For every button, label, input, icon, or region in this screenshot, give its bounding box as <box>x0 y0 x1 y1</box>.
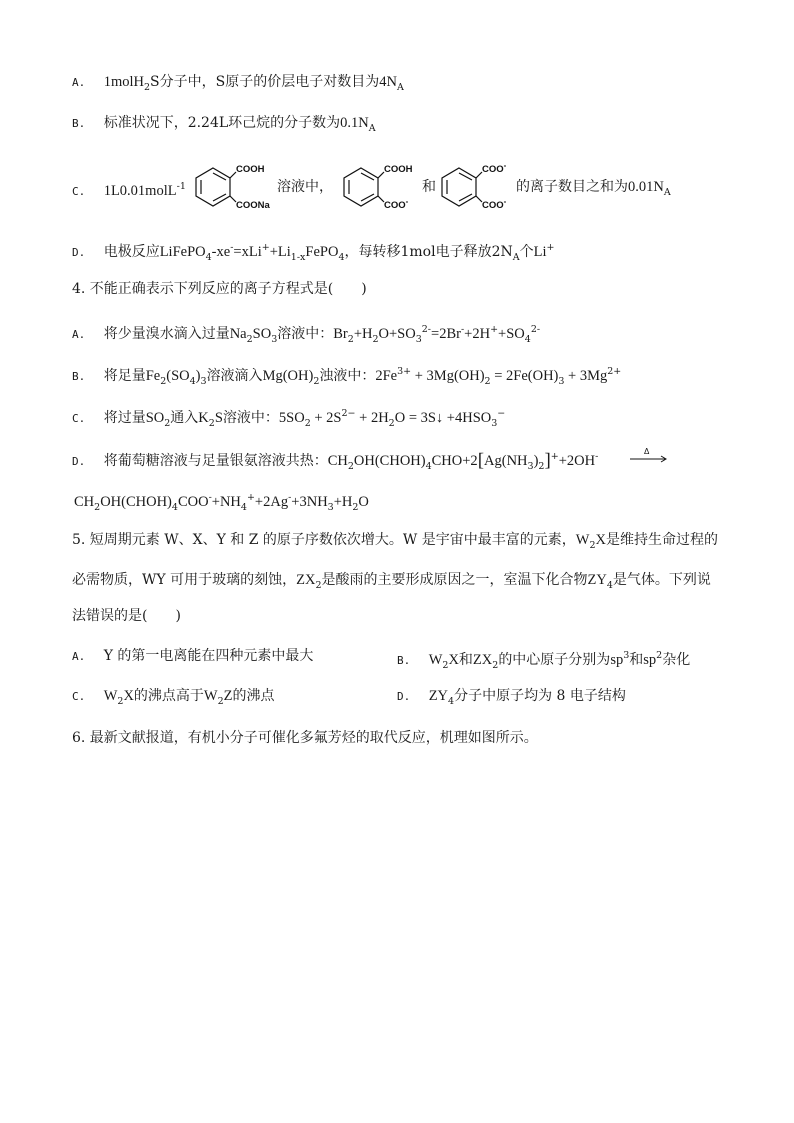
subscript: 3 <box>327 502 334 513</box>
charge: - <box>503 161 507 170</box>
superscript: + <box>261 242 270 253</box>
text: 溶液中： <box>277 326 334 342</box>
subscript: 2 <box>315 580 322 591</box>
formula: +H <box>353 326 373 342</box>
formula: CH <box>327 453 348 469</box>
option-label: A. <box>72 328 86 341</box>
subscript: 4 <box>240 502 247 513</box>
text: 和 <box>422 179 436 195</box>
formula: Fe <box>145 368 161 384</box>
q5-option-a <box>72 646 313 667</box>
substituent-bottom <box>384 197 409 211</box>
option-label: D. <box>72 455 86 468</box>
superscript: 2− <box>341 408 356 419</box>
substituent-bottom: COONa <box>236 200 270 211</box>
formula: + 3Mg(OH) <box>411 368 485 384</box>
group: COO <box>482 164 504 175</box>
left-bracket: [ <box>477 450 485 471</box>
formula: +3NH <box>291 494 328 510</box>
q4-option-c <box>72 404 505 434</box>
formula: L <box>167 183 177 199</box>
option-label: C. <box>72 412 86 425</box>
formula: Li <box>533 244 547 260</box>
formula: Ag(NH <box>484 453 528 469</box>
formula: Z <box>223 688 233 704</box>
text: 是酸雨的主要形成原因之一，室温下化合物 <box>321 572 588 588</box>
subscript: 3 <box>558 376 565 387</box>
superscript: 3 <box>623 650 630 661</box>
formula: sp <box>610 652 624 668</box>
subscript: A <box>368 123 376 134</box>
formula: =xLi <box>233 244 262 260</box>
formula: K <box>198 410 209 426</box>
formula: +2Ag <box>254 494 289 510</box>
subscript: 2 <box>304 418 311 429</box>
formula: W <box>575 532 590 548</box>
substituent-top <box>482 161 507 175</box>
formula: 0.1N <box>340 115 369 131</box>
option-label: D. <box>397 690 411 703</box>
formula: CHO+2 <box>431 453 478 469</box>
subscript: 2 <box>313 376 320 387</box>
formula: SO <box>145 410 165 426</box>
subscript: 4 <box>524 334 531 345</box>
benzene-molecule-1 <box>190 160 278 212</box>
formula: + 2S <box>310 410 342 426</box>
text: 分子中原子均为 8 电子结构 <box>454 688 626 704</box>
option-label: A. <box>72 650 86 663</box>
formula: O+SO <box>378 326 416 342</box>
subscript: 4 <box>171 502 178 513</box>
group: COO <box>482 200 504 211</box>
subscript: 2 <box>246 334 253 345</box>
subscript: 2 <box>492 660 499 671</box>
subscript: 4 <box>425 461 432 472</box>
q4-option-a <box>72 320 540 350</box>
subscript: 2 <box>442 660 449 671</box>
formula: +Li <box>269 244 291 260</box>
subscript: 2 <box>352 502 359 513</box>
q6-stem: 6. 最新文献报道，有机小分子可催化多氟芳烃的取代反应，机理如图所示。 <box>72 730 538 746</box>
text: 是维持生命过程的 <box>606 532 718 548</box>
text: 电极反应 <box>103 244 160 260</box>
formula: ZX <box>472 652 493 668</box>
formula: SO <box>252 326 272 342</box>
subscript: 4 <box>205 252 212 263</box>
subscript: A <box>663 187 671 198</box>
text: 杂化 <box>662 652 691 668</box>
formula: S <box>214 410 223 426</box>
subscript: 3 <box>491 418 498 429</box>
subscript: 2 <box>589 540 596 551</box>
subscript: 2 <box>117 696 124 707</box>
superscript: − <box>497 408 506 419</box>
q5-option-b <box>397 646 690 676</box>
text: 将过量 <box>103 410 146 426</box>
superscript: 2- <box>530 324 541 335</box>
formula: O <box>358 494 369 510</box>
option-label: A. <box>72 76 86 89</box>
text: 溶液中， <box>277 179 333 195</box>
formula: COO <box>177 494 209 510</box>
subscript: 1-x <box>290 252 306 263</box>
text: 溶液滴入 <box>206 368 263 384</box>
group: COO <box>384 200 406 211</box>
text: 必需物质，WY 可用于玻璃的刻蚀， <box>72 572 297 588</box>
q3-option-c-end <box>516 177 671 203</box>
superscript: - <box>460 324 465 335</box>
formula: 4N <box>379 74 397 90</box>
formula: 1molH <box>103 74 144 90</box>
formula: X <box>595 532 606 548</box>
subscript: 4 <box>189 376 196 387</box>
text: 和 <box>458 652 473 668</box>
formula: Mg(OH) <box>262 368 314 384</box>
formula: OH(CHOH) <box>100 494 172 510</box>
superscript: -1 <box>176 181 186 192</box>
formula: = 2Fe(OH) <box>490 368 559 384</box>
superscript: + <box>246 492 255 503</box>
superscript: 3+ <box>397 366 412 377</box>
text: Y 的第一电离能在四种元素中最大 <box>103 648 314 664</box>
formula: ) <box>195 368 201 384</box>
formula: FePO <box>305 244 339 260</box>
subscript: 2 <box>372 334 379 345</box>
formula: 0.01N <box>628 179 664 195</box>
formula: ZY <box>587 572 607 588</box>
formula: OH(CHOH) <box>353 453 426 469</box>
subscript: 3 <box>527 461 534 472</box>
superscript: 2 <box>656 650 663 661</box>
text: 将少量溴水滴入过量 <box>103 326 230 342</box>
q3-option-c <box>72 177 186 202</box>
subscript: 2 <box>388 418 395 429</box>
text: 通入 <box>170 410 199 426</box>
subscript: 2 <box>538 461 545 472</box>
text: 浊液中： <box>319 368 376 384</box>
option-text <box>103 74 404 93</box>
formula: W <box>103 688 118 704</box>
text: 溶液中： <box>222 410 279 426</box>
formula: O = 3S↓ +4HSO <box>394 410 492 426</box>
subscript: 2 <box>164 418 171 429</box>
formula: + 3Mg <box>564 368 608 384</box>
formula: W <box>203 688 218 704</box>
formula: +2H <box>464 326 491 342</box>
option-label: B. <box>72 117 86 130</box>
subscript: 2 <box>160 376 167 387</box>
text: S分子中，S原子的价层电子对数目为 <box>150 74 380 90</box>
q5-stem-line3: 法错误的是( ) <box>72 608 181 624</box>
q4-option-d-line2 <box>74 488 369 518</box>
subscript: A <box>396 82 404 93</box>
formula: +2OH <box>558 453 596 469</box>
formula: Na <box>229 326 247 342</box>
text: 将葡萄糖溶液与足量银氨溶液共热： <box>103 453 328 469</box>
subscript: 2 <box>347 334 354 345</box>
q5-option-d <box>397 686 626 712</box>
subscript: 4 <box>606 580 613 591</box>
text: 的中心原子分别为 <box>498 652 611 668</box>
q3-option-c-mid <box>277 177 333 197</box>
subscript: 2 <box>484 376 491 387</box>
option-label: B. <box>72 370 86 383</box>
formula: 2Fe <box>375 368 398 384</box>
formula: + 2H <box>355 410 389 426</box>
superscript: + <box>546 242 555 253</box>
text: 是气体。下列说 <box>612 572 711 588</box>
subscript: 3 <box>271 334 278 345</box>
formula: 1L0.01mol <box>103 183 168 199</box>
formula: X <box>448 652 459 668</box>
text: 的离子数目之和为 <box>516 179 628 195</box>
subscript: 2 <box>94 502 101 513</box>
superscript: - <box>288 492 292 503</box>
q4-option-d <box>72 447 598 477</box>
formula: ZX <box>296 572 316 588</box>
option-label: C. <box>72 690 86 703</box>
text: 5. 短周期元素 W、X、Y 和 Z 的原子序数依次增大。W 是宇宙中最丰富的元素， <box>72 532 576 548</box>
subscript: 2 <box>208 418 215 429</box>
q5-stem-line1 <box>72 530 718 556</box>
q3-option-d <box>72 238 554 268</box>
text: ，每转移1mol电子释放2N <box>344 244 513 260</box>
formula: +SO <box>498 326 525 342</box>
text: 标准状况下，2.24L环己烷的分子数为 <box>103 115 341 131</box>
superscript: - <box>595 451 599 462</box>
option-label: B. <box>397 654 411 667</box>
subscript: 4 <box>338 252 345 263</box>
formula: Br <box>333 326 348 342</box>
subscript: 3 <box>200 376 207 387</box>
superscript: - <box>208 492 212 503</box>
substituent-top: COOH <box>236 164 265 175</box>
subscript: 2 <box>347 461 354 472</box>
superscript: 2- <box>421 324 432 335</box>
text: 将足量 <box>103 368 146 384</box>
formula: ZY <box>428 688 449 704</box>
q4-stem: 4. 不能正确表示下列反应的离子方程式是( ) <box>72 281 367 297</box>
formula: sp <box>643 652 657 668</box>
right-bracket: ] <box>544 450 551 471</box>
formula: 5SO <box>278 410 305 426</box>
substituent-top: COOH <box>384 164 413 175</box>
q3-option-a <box>72 72 404 98</box>
formula: +NH <box>211 494 241 510</box>
option-label: C. <box>72 185 86 198</box>
formula: -xe <box>211 244 231 260</box>
formula: W <box>428 652 443 668</box>
formula: X <box>123 688 134 704</box>
reaction-arrow <box>628 446 672 466</box>
option-label: D. <box>72 246 86 259</box>
charge: - <box>503 197 507 206</box>
superscript: + <box>550 451 559 462</box>
subscript: 4 <box>448 696 455 707</box>
formula: LiFePO <box>159 244 206 260</box>
superscript: - <box>230 242 234 253</box>
subscript: 2 <box>217 696 224 707</box>
superscript: 2+ <box>607 366 622 377</box>
formula: +H <box>333 494 353 510</box>
benzene-molecule-2 <box>338 160 422 212</box>
text: 个 <box>519 244 534 260</box>
text: 的沸点高于 <box>133 688 204 704</box>
q3-option-b <box>72 113 376 139</box>
formula: =2Br <box>431 326 461 342</box>
subscript: 3 <box>415 334 422 345</box>
q4-option-b <box>72 362 621 392</box>
subscript: A <box>512 252 520 263</box>
formula: (SO <box>166 368 190 384</box>
formula: ) <box>533 453 539 469</box>
superscript: + <box>490 324 499 335</box>
text: 的沸点 <box>232 688 275 704</box>
q3-option-c-and <box>422 177 436 197</box>
benzene-molecule-3 <box>436 160 520 212</box>
q5-stem-line2 <box>72 570 711 596</box>
formula: CH <box>74 494 95 510</box>
subscript: 2 <box>143 82 151 93</box>
text: 和 <box>629 652 644 668</box>
q5-option-c <box>72 686 275 712</box>
charge: - <box>405 197 409 206</box>
substituent-bottom <box>482 197 507 211</box>
heat-symbol: Δ <box>644 447 650 456</box>
